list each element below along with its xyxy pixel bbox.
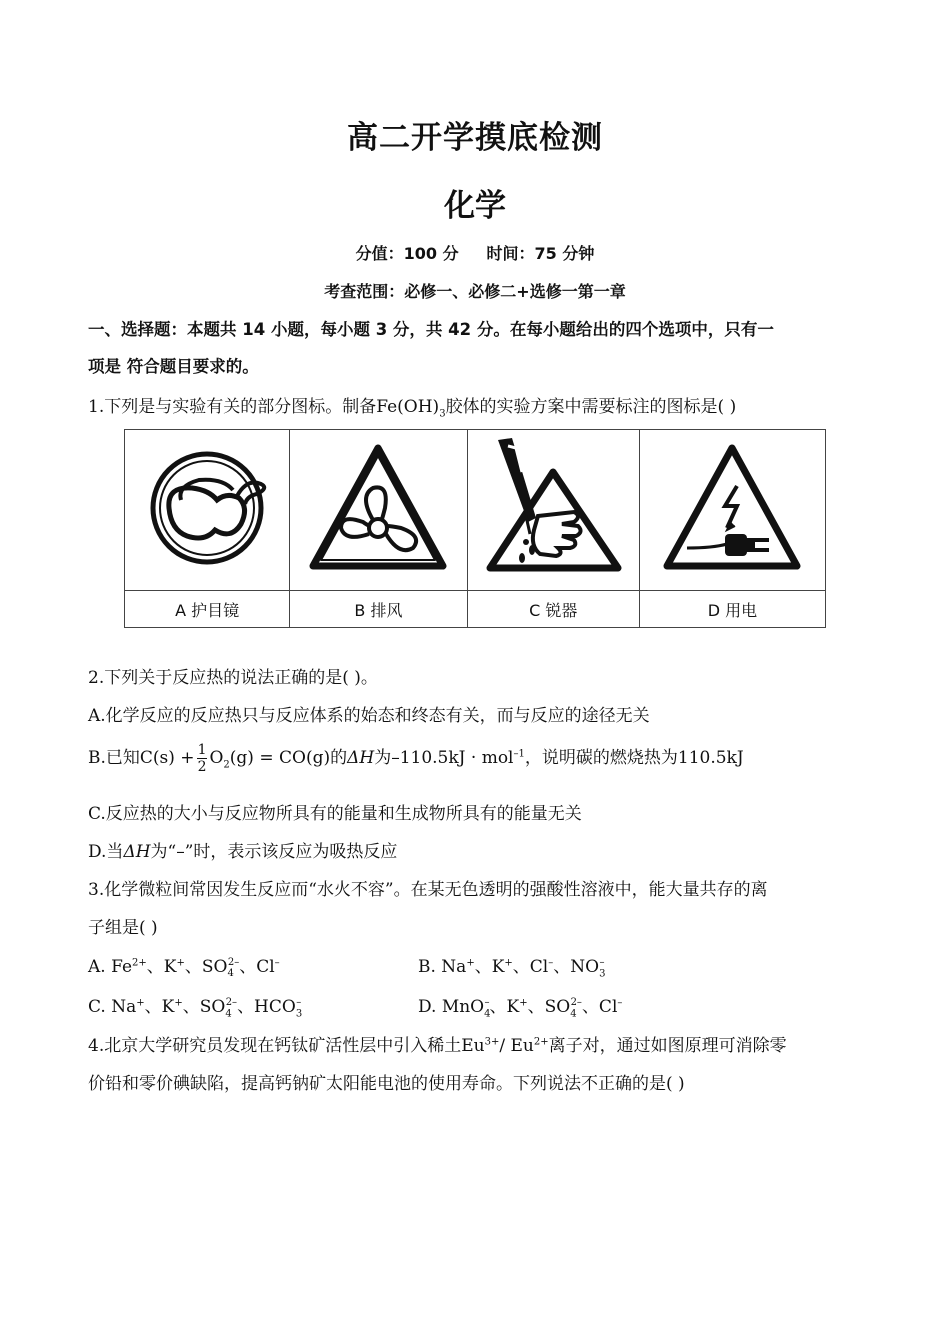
scope-info: 考查范围：必修一、必修二+选修一第一章 [324,282,626,301]
fan-icon [303,438,453,578]
icon-label-b: B 排风 [290,591,467,628]
question-3-option-b: B. Na+、K+、Cl–、$NO_3^-$ [418,957,606,980]
question-1-stem: 1.下列是与实验有关的部分图标。制备$Fe(OH)_3$胶体的实验方案中需要标注的图标是( ) [88,397,737,420]
electric-cell [639,430,825,591]
page-title: 高二开学摸底检测 [347,120,603,156]
icon-table [124,429,826,628]
sharp-icon [478,438,628,578]
question-3-option-a: A. $Fe^{2+}$、K+、$SO_4^{2-}$、Cl– [88,957,280,980]
section-heading-line2: 项是 符合题目要求的。 [88,357,259,376]
goggles-cell [125,430,290,591]
score-info: 分值：100 分 [355,244,459,263]
icon-label-a: A 护目镜 [125,591,290,628]
question-3-stem-line1: 3.化学微粒间常因发生反应而“水火不容”。在某无色透明的强酸性溶液中，能大量共存的离 [88,880,768,900]
fan-cell [290,430,467,591]
goggles-icon [137,438,277,578]
question-4-stem-line1: 4.北京大学研究员发现在钙钛矿活性层中引入稀土$Eu^{3+}/$ $Eu^{2+}$离子对，通过如图原理可消除零 [88,1036,787,1056]
question-2-option-d: D.当ΔH为“–”时，表示该反应为吸热反应 [88,842,398,862]
question-3-option-c: C. Na+、K+、$SO_4^{2-}$、$HCO_3^-$ [88,997,303,1020]
time-info: 时间：75 分钟 [486,244,595,263]
question-3-option-d: D. MnO$_4$–、K+、$SO_4^{2-}$、Cl– [418,997,623,1020]
question-3-stem-line2: 子组是( ) [88,918,158,938]
icon-label-c: C 锐器 [467,591,639,628]
electric-icon [657,438,807,578]
sharp-cell [467,430,639,591]
question-2-stem: 2.下列关于反应热的说法正确的是( )。 [88,668,378,688]
question-2-option-b: B.已知C(s) + $\frac{1}{2}$ $O_2(g) = CO(g)$的ΔH为–110.5kJ · mol$^{-1}$，说明碳的燃烧热为110.5kJ [88,742,744,775]
question-2-option-a: A.化学反应的反应热只与反应体系的始态和终态有关，而与反应的途径无关 [88,706,650,726]
question-2-option-c: C.反应热的大小与反应物所具有的能量和生成物所具有的能量无关 [88,804,582,824]
question-4-stem-line2: 价铅和零价碘缺陷，提高钙钠矿太阳能电池的使用寿命。下列说法不正确的是( ) [88,1074,685,1094]
icon-label-d: D 用电 [639,591,825,628]
section-heading-line1: 一、选择题：本题共 14 小题，每小题 3 分，共 42 分。在每小题给出的四个选项中，只有一 [88,320,774,339]
exam-meta [0,241,950,264]
subject-title: 化学 [444,188,506,224]
